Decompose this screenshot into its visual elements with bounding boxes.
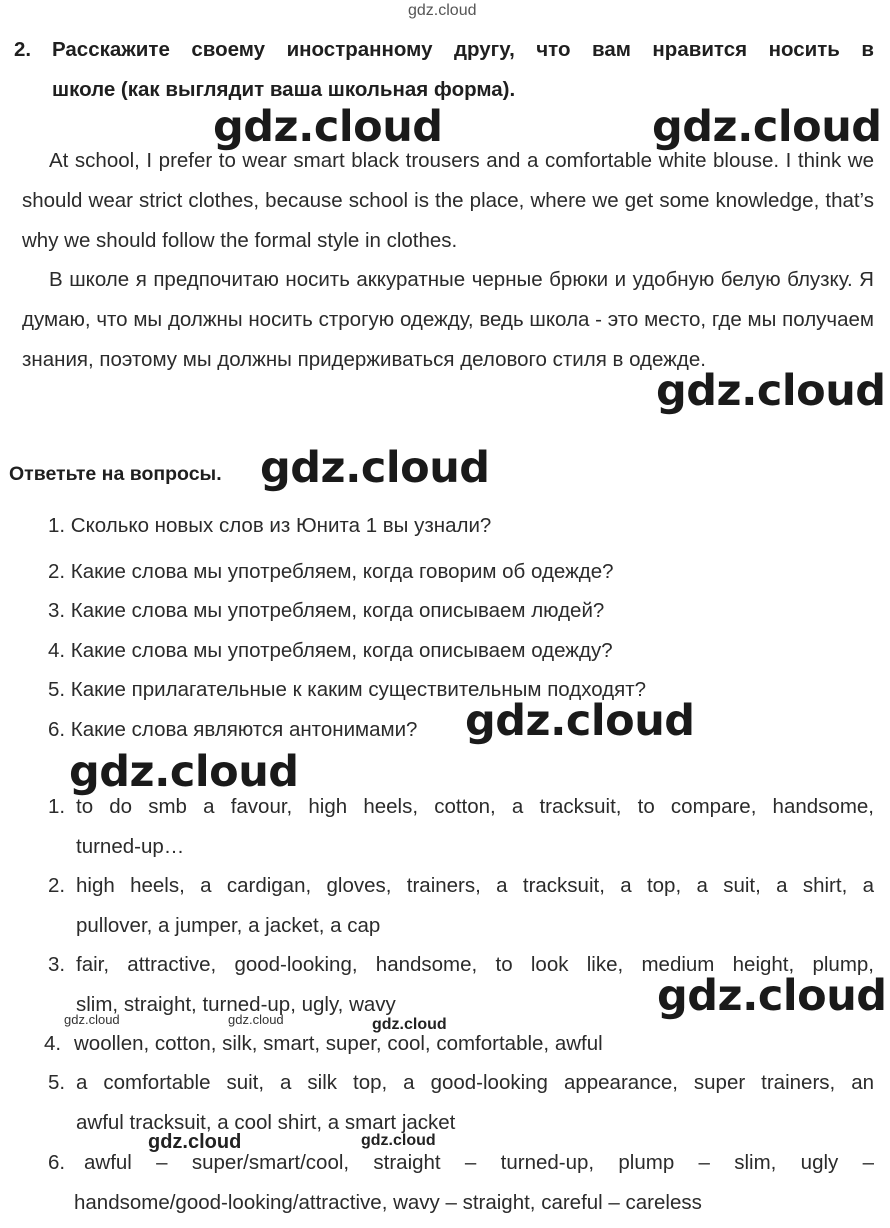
list-item: 4. Какие слова мы употребляем, когда описываем одежду? [48,639,613,662]
watermark-top: gdz.cloud [408,2,477,19]
watermark: gdz.cloud [372,1016,447,1033]
watermark: gdz.cloud [228,1012,284,1027]
questions-title: Ответьте на вопросы. [9,463,222,485]
watermark: gdz.cloud [361,1132,436,1149]
answer-english [22,141,874,261]
watermark: gdz.cloud [213,102,443,152]
watermark: gdz.cloud [656,366,886,416]
answer-number: 6. [48,1151,66,1174]
answer-russian [22,260,874,380]
answer-number: 3. [48,953,66,976]
task-text-line1: Расскажите своему иностранному другу, что вам нравится носить в [52,38,874,61]
watermark: gdz.cloud [64,1012,120,1027]
list-item: 5. Какие прилагательные к каким существительным подходят? [48,678,647,701]
watermark: gdz.cloud [69,747,299,797]
list-item: 6. Какие слова являются антонимами? [48,718,418,741]
watermark: gdz.cloud [260,443,490,493]
answer-number: 2. [48,874,66,897]
answer-text: to do smb a favour, high heels, cotton, a tracksuit, to compare, handsome, turned-up… [76,795,874,858]
list-item: 1. Сколько новых слов из Юнита 1 вы узнали? [48,514,492,537]
answer-russian-text: В школе я предпочитаю носить аккуратные черные брюки и удобную белую блузку. Я думаю, что мы должны носить строгую одежду, ведь школа - это место, где мы получаем знания, поэтому мы должны придерживаться делового стиля в одежде. [22,268,874,371]
answer-text: awful – super/smart/cool, straight – turned-up, plump – slim, ugly – handsome/good-looking/attractive, wavy – straight, careful – careless [74,1151,874,1214]
answer-number: 5. [48,1071,66,1094]
watermark: gdz.cloud [148,1131,242,1153]
answer-text: fair, attractive, good-looking, handsome, to look like, medium height, plump, slim, straight, turned-up, ugly, wavy [76,953,874,1016]
watermark: gdz.cloud [652,102,882,152]
list-item: 2. Какие слова мы употребляем, когда говорим об одежде? [48,560,614,583]
answer-text: high heels, a cardigan, gloves, trainers, a tracksuit, a top, a suit, a shirt, a pullover, a jumper, a jacket, a cap [76,874,874,937]
task-text-line2: школе (как выглядит ваша школьная форма). [52,78,516,101]
answer-text: a comfortable suit, a silk top, a good-looking appearance, super trainers, an awful tracksuit, a cool shirt, a smart jacket [76,1071,874,1134]
watermark: gdz.cloud [465,696,695,746]
list-item: 3. Какие слова мы употребляем, когда описываем людей? [48,599,605,622]
task-number: 2. [14,38,32,61]
watermark: gdz.cloud [657,971,887,1021]
answer-number: 1. [48,795,66,818]
answer-number: 4. [44,1032,62,1055]
answer-english-text: At school, I prefer to wear smart black trousers and a comfortable white blouse. I think we should wear strict clothes, because school is the place, where we get some knowledge, that’s why we should follow the formal style in clothes. [22,149,874,252]
answer-text: woollen, cotton, silk, smart, super, cool, comfortable, awful [74,1032,603,1055]
